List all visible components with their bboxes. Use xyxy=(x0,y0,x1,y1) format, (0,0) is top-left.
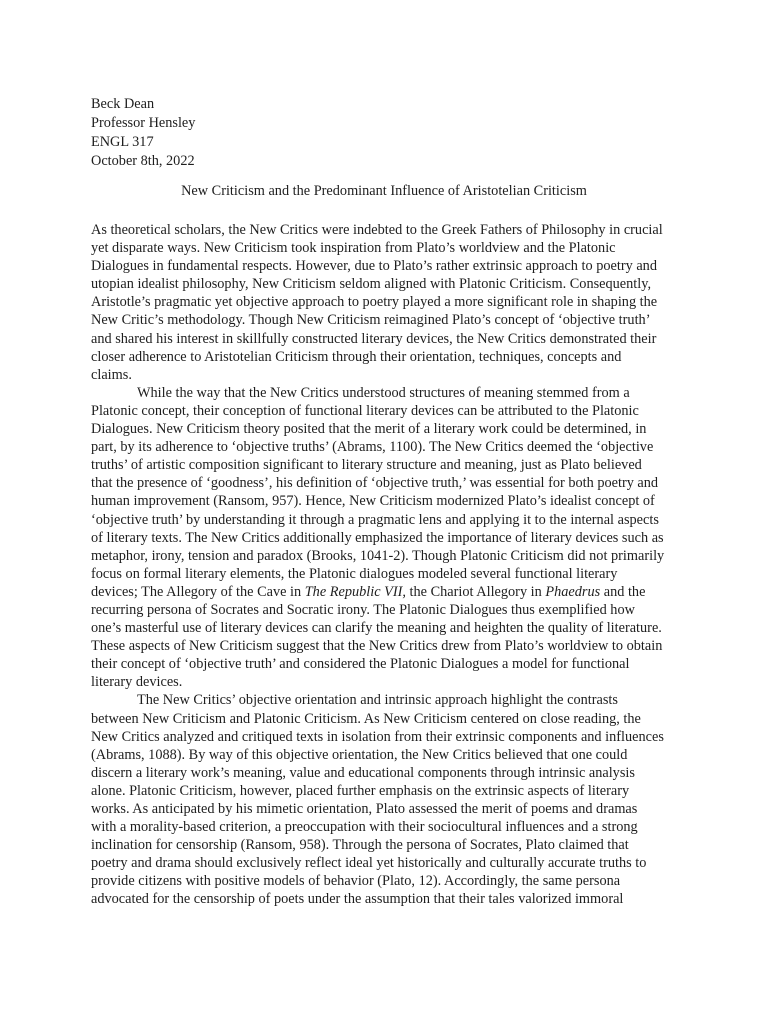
body-text-line: advocated for the censorship of poets under the assumption that their tales valorized immoral xyxy=(91,891,624,908)
body-text-line: inclination for censorship (Ransom, 958). Through the persona of Socrates, Plato claimed that xyxy=(91,837,629,854)
body-text-line: Aristotle’s pragmatic yet objective approach to poetry played a more significant role in shaping the xyxy=(91,294,658,311)
essay-body xyxy=(91,221,681,909)
body-text-line: closer adherence to Aristotelian Criticism through their orientation, techniques, concepts and xyxy=(91,348,622,365)
body-text-line: While the way that the New Critics understood structures of meaning stemmed from a xyxy=(137,384,630,401)
essay-title: New Criticism and the Predominant Influence of Aristotelian Criticism xyxy=(181,183,587,199)
body-text-line: ‘objective truth’ by understanding it through a pragmatic lens and applying it to the internal aspects xyxy=(91,511,659,528)
body-text-line: part, by its adherence to ‘objective truths’ (Abrams, 1100). The New Critics deemed the ‘objective xyxy=(91,439,654,456)
body-text-line: The New Critics’ objective orientation and intrinsic approach highlight the contrasts xyxy=(137,692,618,709)
body-text-line: truths’ of artistic composition significant to literary structure and meaning, just as Plato believed xyxy=(91,457,642,474)
body-text-line: one’s masterful use of literary devices can clarify the meaning and heighten the quality of literature. xyxy=(91,620,662,637)
body-text-line: poetry and drama should exclusively reflect ideal yet historically and culturally accurate truths to xyxy=(91,855,647,872)
italic-title: The Republic VII, xyxy=(304,583,406,600)
body-text-line: literary devices. xyxy=(91,674,183,691)
body-text-line: New Critics analyzed and critiqued texts in isolation from their extrinsic components and influences xyxy=(91,728,664,745)
body-text-line: These aspects of New Criticism suggest that the New Critics drew from Plato’s worldview to obtain xyxy=(91,638,663,655)
body-text-line: provide citizens with positive models of behavior (Plato, 12). Accordingly, the same persona xyxy=(91,873,621,890)
professor-name: Professor Hensley xyxy=(91,115,196,131)
body-text-line: As theoretical scholars, the New Critics were indebted to the Greek Fathers of Philosophy in crucial xyxy=(91,222,663,238)
body-text-line: Platonic concept, their conception of functional literary devices can be attributed to the Platonic xyxy=(91,402,639,419)
body-text-line: works. As anticipated by his mimetic orientation, Plato assessed the merit of poems and dramas xyxy=(91,801,638,817)
body-text-line: utopian idealist philosophy, New Criticism seldom aligned with Platonic Criticism. Consequently, xyxy=(91,276,652,293)
body-text-line: recurring persona of Socrates and Socratic irony. The Platonic Dialogues thus exemplified how xyxy=(91,601,635,618)
document-date: October 8th, 2022 xyxy=(91,153,195,169)
body-text-line: of literary texts. The New Critics additionally emphasized the importance of literary devices such as xyxy=(91,529,664,546)
document-header xyxy=(91,95,195,171)
body-text-line: Dialogues. New Criticism theory posited that the merit of a literary work could be determined, in xyxy=(91,421,647,438)
body-text-line: with a morality-based criterion, a preoccupation with their sociocultural influences and a strong xyxy=(91,819,638,836)
text-segment: devices; The Allegory of the Cave in xyxy=(91,583,305,600)
body-text-line: focus on formal literary elements, the Platonic dialogues modeled several functional literary xyxy=(91,565,618,582)
body-text-line: and shared his interest in skillfully constructed literary devices, the New Critics demonstrated their xyxy=(91,330,657,347)
body-text-line: alone. Platonic Criticism, however, placed further emphasis on the extrinsic aspects of literary xyxy=(91,782,630,799)
author-name: Beck Dean xyxy=(91,96,155,112)
body-text-line xyxy=(91,583,681,601)
body-text-line: New Critic’s methodology. Though New Criticism reimagined Plato’s concept of ‘objective truth’ xyxy=(91,312,651,329)
body-text-line: claims. xyxy=(91,366,132,383)
body-text-line: between New Criticism and Platonic Criticism. As New Criticism centered on close reading, the xyxy=(91,710,641,727)
course-code: ENGL 317 xyxy=(91,134,154,150)
body-text-line: Dialogues in fundamental respects. However, due to Plato’s rather extrinsic approach to poetry and xyxy=(91,258,657,275)
body-text-line: metaphor, irony, tension and paradox (Brooks, 1041-2). Though Platonic Criticism did not primarily xyxy=(91,547,665,564)
body-text-line: (Abrams, 1088). By way of this objective orientation, the New Critics believed that one could xyxy=(91,746,628,763)
body-text-line: discern a literary work’s meaning, value and educational components through intrinsic analysis xyxy=(91,764,635,781)
text-segment: the Chariot Allegory in xyxy=(405,583,546,600)
body-text-line: their concept of ‘objective truth’ and considered the Platonic Dialogues a model for functional xyxy=(91,656,630,673)
body-text-line: that the presence of ‘goodness’, his definition of ‘objective truth,’ was essential for both poetry and xyxy=(91,475,659,492)
body-text-line: human improvement (Ransom, 957). Hence, New Criticism modernized Plato’s idealist concept of xyxy=(91,493,655,510)
italic-title: Phaedrus xyxy=(545,583,601,600)
body-text-line: yet disparate ways. New Criticism took inspiration from Plato’s worldview and the Platonic xyxy=(91,240,616,257)
text-segment: and the xyxy=(600,583,646,600)
